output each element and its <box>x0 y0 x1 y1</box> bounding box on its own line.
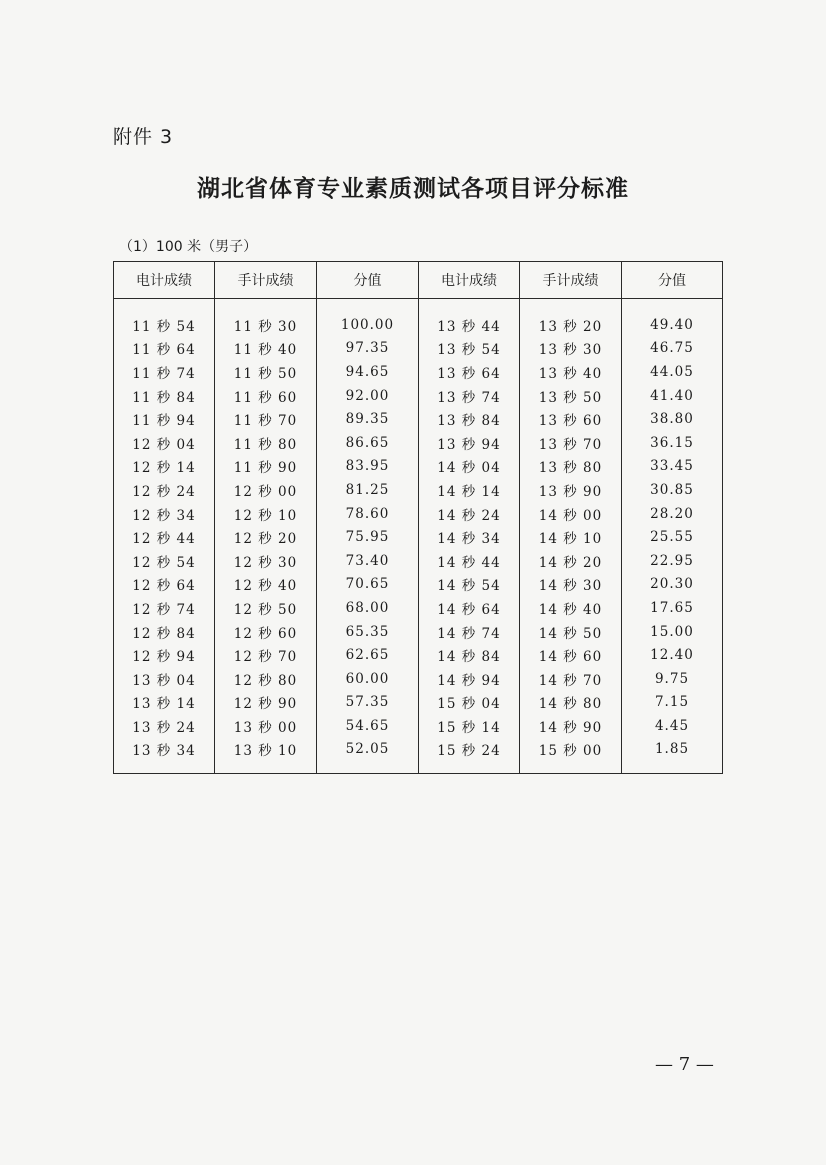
table-row <box>114 360 723 384</box>
cell-hand-time: 12 秒 20 <box>215 525 317 549</box>
cell-score: 41.40 <box>622 384 723 408</box>
cell-score: 89.35 <box>317 407 419 431</box>
table-end-row <box>114 761 723 774</box>
cell-electronic-time: 11 秒 94 <box>114 407 215 431</box>
cell-hand-time: 11 秒 60 <box>215 384 317 408</box>
score-table <box>113 261 723 774</box>
cell-score: 86.65 <box>317 431 419 455</box>
header-electronic-time: 电计成绩 <box>114 262 215 299</box>
cell-hand-time: 11 秒 80 <box>215 431 317 455</box>
cell-electronic-time: 13 秒 14 <box>114 691 215 715</box>
attachment-label: 附件 3 <box>113 126 174 148</box>
cell-score: 33.45 <box>622 455 723 479</box>
cell-score: 78.60 <box>317 502 419 526</box>
cell-score: 22.95 <box>622 549 723 573</box>
cell-electronic-time: 15 秒 14 <box>419 714 520 738</box>
cell-electronic-time: 14 秒 74 <box>419 620 520 644</box>
cell-score: 7.15 <box>622 691 723 715</box>
cell-electronic-time: 15 秒 04 <box>419 691 520 715</box>
cell-electronic-time: 11 秒 84 <box>114 384 215 408</box>
cell-electronic-time: 13 秒 94 <box>419 431 520 455</box>
cell-electronic-time: 11 秒 64 <box>114 337 215 361</box>
header-score: 分值 <box>622 262 723 299</box>
table-row <box>114 407 723 431</box>
table-header-row <box>114 262 723 299</box>
cell-score: 20.30 <box>622 573 723 597</box>
cell-hand-time: 14 秒 60 <box>520 643 622 667</box>
cell-hand-time: 14 秒 80 <box>520 691 622 715</box>
cell-hand-time: 13 秒 80 <box>520 455 622 479</box>
header-hand-time: 手计成绩 <box>215 262 317 299</box>
cell-score: 44.05 <box>622 360 723 384</box>
document-title: 湖北省体育专业素质测试各项目评分标准 <box>197 175 629 202</box>
cell-score: 81.25 <box>317 478 419 502</box>
cell-hand-time: 12 秒 70 <box>215 643 317 667</box>
cell-electronic-time: 12 秒 94 <box>114 643 215 667</box>
table-row <box>114 502 723 526</box>
cell-hand-time: 13 秒 90 <box>520 478 622 502</box>
cell-score: 94.65 <box>317 360 419 384</box>
cell-score: 54.65 <box>317 714 419 738</box>
cell-hand-time: 11 秒 50 <box>215 360 317 384</box>
cell-electronic-time: 14 秒 84 <box>419 643 520 667</box>
cell-electronic-time: 13 秒 34 <box>114 738 215 762</box>
cell-electronic-time: 12 秒 64 <box>114 573 215 597</box>
cell-electronic-time: 14 秒 94 <box>419 667 520 691</box>
cell-electronic-time: 12 秒 44 <box>114 525 215 549</box>
cell-electronic-time: 13 秒 84 <box>419 407 520 431</box>
cell-score: 68.00 <box>317 596 419 620</box>
cell-hand-time: 12 秒 30 <box>215 549 317 573</box>
cell-hand-time: 12 秒 40 <box>215 573 317 597</box>
cell-electronic-time: 14 秒 04 <box>419 455 520 479</box>
cell-electronic-time: 13 秒 44 <box>419 313 520 337</box>
cell-hand-time: 15 秒 00 <box>520 738 622 762</box>
header-electronic-time: 电计成绩 <box>419 262 520 299</box>
page-number: — 7 — <box>655 1054 714 1075</box>
cell-electronic-time: 13 秒 54 <box>419 337 520 361</box>
cell-score: 25.55 <box>622 525 723 549</box>
cell-electronic-time: 11 秒 54 <box>114 313 215 337</box>
cell-hand-time: 12 秒 50 <box>215 596 317 620</box>
cell-hand-time: 13 秒 10 <box>215 738 317 762</box>
table-row <box>114 643 723 667</box>
cell-electronic-time: 14 秒 44 <box>419 549 520 573</box>
cell-hand-time: 14 秒 20 <box>520 549 622 573</box>
cell-hand-time: 13 秒 50 <box>520 384 622 408</box>
cell-score: 4.45 <box>622 714 723 738</box>
cell-electronic-time: 15 秒 24 <box>419 738 520 762</box>
cell-hand-time: 12 秒 60 <box>215 620 317 644</box>
table-row <box>114 455 723 479</box>
cell-score: 97.35 <box>317 337 419 361</box>
cell-score: 60.00 <box>317 667 419 691</box>
table-body <box>114 299 723 774</box>
section-heading: （1）100 米（男子） <box>119 239 258 255</box>
header-hand-time: 手计成绩 <box>520 262 622 299</box>
cell-electronic-time: 12 秒 14 <box>114 455 215 479</box>
cell-hand-time: 11 秒 30 <box>215 313 317 337</box>
header-score: 分值 <box>317 262 419 299</box>
cell-electronic-time: 12 秒 74 <box>114 596 215 620</box>
cell-score: 52.05 <box>317 738 419 762</box>
cell-hand-time: 14 秒 00 <box>520 502 622 526</box>
cell-score: 1.85 <box>622 738 723 762</box>
cell-electronic-time: 13 秒 74 <box>419 384 520 408</box>
cell-hand-time: 11 秒 40 <box>215 337 317 361</box>
table-row <box>114 313 723 337</box>
cell-electronic-time: 12 秒 34 <box>114 502 215 526</box>
cell-hand-time: 14 秒 70 <box>520 667 622 691</box>
cell-hand-time: 11 秒 70 <box>215 407 317 431</box>
cell-hand-time: 12 秒 00 <box>215 478 317 502</box>
cell-hand-time: 13 秒 70 <box>520 431 622 455</box>
cell-score: 9.75 <box>622 667 723 691</box>
cell-score: 46.75 <box>622 337 723 361</box>
cell-score: 12.40 <box>622 643 723 667</box>
table-row <box>114 667 723 691</box>
cell-score: 70.65 <box>317 573 419 597</box>
cell-score: 100.00 <box>317 313 419 337</box>
cell-score: 83.95 <box>317 455 419 479</box>
table-row <box>114 573 723 597</box>
cell-hand-time: 14 秒 90 <box>520 714 622 738</box>
table-row <box>114 714 723 738</box>
cell-score: 15.00 <box>622 620 723 644</box>
cell-score: 65.35 <box>317 620 419 644</box>
cell-score: 28.20 <box>622 502 723 526</box>
cell-score: 92.00 <box>317 384 419 408</box>
cell-hand-time: 12 秒 10 <box>215 502 317 526</box>
cell-electronic-time: 14 秒 14 <box>419 478 520 502</box>
cell-electronic-time: 14 秒 54 <box>419 573 520 597</box>
cell-hand-time: 12 秒 80 <box>215 667 317 691</box>
table-row <box>114 384 723 408</box>
cell-score: 62.65 <box>317 643 419 667</box>
cell-hand-time: 14 秒 30 <box>520 573 622 597</box>
cell-score: 75.95 <box>317 525 419 549</box>
cell-electronic-time: 14 秒 64 <box>419 596 520 620</box>
cell-electronic-time: 14 秒 24 <box>419 502 520 526</box>
cell-hand-time: 14 秒 40 <box>520 596 622 620</box>
table-row <box>114 738 723 762</box>
cell-electronic-time: 11 秒 74 <box>114 360 215 384</box>
cell-hand-time: 13 秒 60 <box>520 407 622 431</box>
cell-score: 73.40 <box>317 549 419 573</box>
cell-hand-time: 13 秒 20 <box>520 313 622 337</box>
cell-electronic-time: 13 秒 64 <box>419 360 520 384</box>
cell-hand-time: 11 秒 90 <box>215 455 317 479</box>
cell-electronic-time: 12 秒 24 <box>114 478 215 502</box>
cell-score: 30.85 <box>622 478 723 502</box>
table-row <box>114 337 723 361</box>
cell-score: 49.40 <box>622 313 723 337</box>
cell-electronic-time: 12 秒 84 <box>114 620 215 644</box>
table-row <box>114 431 723 455</box>
cell-electronic-time: 14 秒 34 <box>419 525 520 549</box>
table-spacer-row <box>114 299 723 314</box>
cell-electronic-time: 12 秒 04 <box>114 431 215 455</box>
table-row <box>114 691 723 715</box>
cell-score: 38.80 <box>622 407 723 431</box>
cell-hand-time: 13 秒 40 <box>520 360 622 384</box>
cell-score: 57.35 <box>317 691 419 715</box>
cell-electronic-time: 12 秒 54 <box>114 549 215 573</box>
cell-electronic-time: 13 秒 04 <box>114 667 215 691</box>
table-row <box>114 549 723 573</box>
cell-hand-time: 14 秒 10 <box>520 525 622 549</box>
table-row <box>114 525 723 549</box>
cell-score: 36.15 <box>622 431 723 455</box>
cell-score: 17.65 <box>622 596 723 620</box>
table-row <box>114 596 723 620</box>
table-row <box>114 478 723 502</box>
cell-hand-time: 13 秒 00 <box>215 714 317 738</box>
cell-hand-time: 13 秒 30 <box>520 337 622 361</box>
cell-hand-time: 14 秒 50 <box>520 620 622 644</box>
table-row <box>114 620 723 644</box>
cell-hand-time: 12 秒 90 <box>215 691 317 715</box>
cell-electronic-time: 13 秒 24 <box>114 714 215 738</box>
